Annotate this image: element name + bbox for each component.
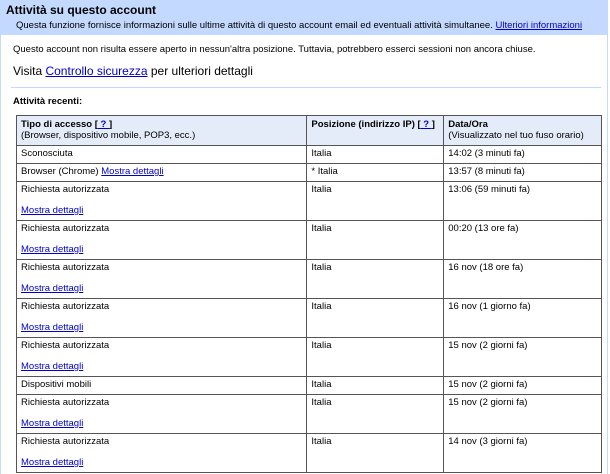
show-details-link[interactable]: Mostra dettagli <box>21 283 84 294</box>
access-type-cell <box>17 164 307 182</box>
location-close: ] <box>431 119 435 130</box>
table-row <box>17 299 602 338</box>
show-details-link[interactable]: Mostra dettagli <box>101 166 164 177</box>
access-type-text: Richiesta autorizzata <box>21 184 110 195</box>
access-type-cell <box>17 395 307 434</box>
recent-activity-title: Attività recenti: <box>13 96 83 107</box>
location-cell: Italia <box>307 146 444 164</box>
location-title: Posizione (indirizzo IP) [ <box>311 119 421 130</box>
date-subtitle: (Visualizzato nel tuo fuso orario) <box>448 130 584 141</box>
location-cell: Italia <box>307 221 444 260</box>
activity-table <box>16 115 602 473</box>
header-date-time <box>444 116 602 146</box>
date-cell: 15 nov (2 giorni fa) <box>444 338 602 377</box>
session-notice: Questo account non risulta essere aperto in nessun'altra posizione. Tuttavia, potrebbero esserci sessioni non ancora chiuse. <box>13 44 536 55</box>
table-row <box>17 338 602 377</box>
location-cell: Italia <box>307 299 444 338</box>
header-bar <box>1 0 607 35</box>
access-type-cell <box>17 260 307 299</box>
access-type-cell <box>17 434 307 473</box>
table-row <box>17 260 602 299</box>
show-details-link[interactable]: Mostra dettagli <box>21 361 84 372</box>
location-cell: Italia <box>307 434 444 473</box>
access-type-text: Richiesta autorizzata <box>21 340 110 351</box>
show-details-link[interactable]: Mostra dettagli <box>21 418 84 429</box>
date-cell: 14:02 (3 minuti fa) <box>444 146 602 164</box>
access-type-cell <box>17 221 307 260</box>
security-check-link[interactable]: Controllo sicurezza <box>45 64 148 78</box>
date-cell: 16 nov (1 giorno fa) <box>444 299 602 338</box>
location-cell: Italia <box>307 377 444 395</box>
date-title: Data/Ora <box>448 119 488 130</box>
date-cell: 13:57 (8 minuti fa) <box>444 164 602 182</box>
date-cell: 14 nov (3 giorni fa) <box>444 434 602 473</box>
date-cell: 13:06 (59 minuti fa) <box>444 182 602 221</box>
location-cell: Italia <box>307 395 444 434</box>
location-cell: * Italia <box>307 164 444 182</box>
access-type-cell <box>17 299 307 338</box>
table-header-row <box>17 116 602 146</box>
description-text: Questa funzione fornisce informazioni sulle ultime attività di questo account email ed eventuali attività simultanee. <box>16 20 493 31</box>
table-row <box>17 146 602 164</box>
location-cell: Italia <box>307 182 444 221</box>
visit-suffix: per ulteriori dettagli <box>147 64 253 78</box>
access-type-text: Browser (Chrome) <box>21 166 99 177</box>
date-cell: 00:20 (13 ore fa) <box>444 221 602 260</box>
date-cell: 15 nov (2 giorni fa) <box>444 377 602 395</box>
table-row <box>17 164 602 182</box>
location-cell: Italia <box>307 260 444 299</box>
access-type-text: Richiesta autorizzata <box>21 262 110 273</box>
show-details-link[interactable]: Mostra dettagli <box>21 244 84 255</box>
access-type-subtitle: (Browser, dispositivo mobile, POP3, ecc.) <box>21 130 196 141</box>
table-row <box>17 395 602 434</box>
access-type-cell: Dispositivi mobili <box>17 377 307 395</box>
header-location <box>307 116 444 146</box>
access-type-close: ] <box>109 119 113 130</box>
visit-line <box>1 56 607 79</box>
table-row <box>17 182 602 221</box>
date-cell: 15 nov (2 giorni fa) <box>444 395 602 434</box>
page-description <box>6 19 602 33</box>
show-details-link[interactable]: Mostra dettagli <box>21 322 84 333</box>
table-row <box>17 434 602 473</box>
access-type-help-link[interactable]: ? <box>97 119 109 130</box>
page-title: Attività su questo account <box>6 3 157 17</box>
access-type-cell: Sconosciuta <box>17 146 307 164</box>
access-type-text: Richiesta autorizzata <box>21 223 110 234</box>
more-info-link[interactable]: Ulteriori informazioni <box>495 20 583 31</box>
access-type-text: Richiesta autorizzata <box>21 436 110 447</box>
access-type-cell <box>17 338 307 377</box>
access-type-title: Tipo di accesso [ <box>21 119 98 130</box>
show-details-link[interactable]: Mostra dettagli <box>21 205 84 216</box>
show-details-link[interactable]: Mostra dettagli <box>21 457 84 468</box>
table-row <box>17 377 602 395</box>
header-access-type <box>17 116 307 146</box>
date-cell: 16 nov (18 ore fa) <box>444 260 602 299</box>
location-help-link[interactable]: ? <box>420 119 432 130</box>
access-type-cell <box>17 182 307 221</box>
access-type-text: Richiesta autorizzata <box>21 397 110 408</box>
location-cell: Italia <box>307 338 444 377</box>
visit-prefix: Visita <box>13 64 46 78</box>
access-type-text: Richiesta autorizzata <box>21 301 110 312</box>
table-row <box>17 221 602 260</box>
